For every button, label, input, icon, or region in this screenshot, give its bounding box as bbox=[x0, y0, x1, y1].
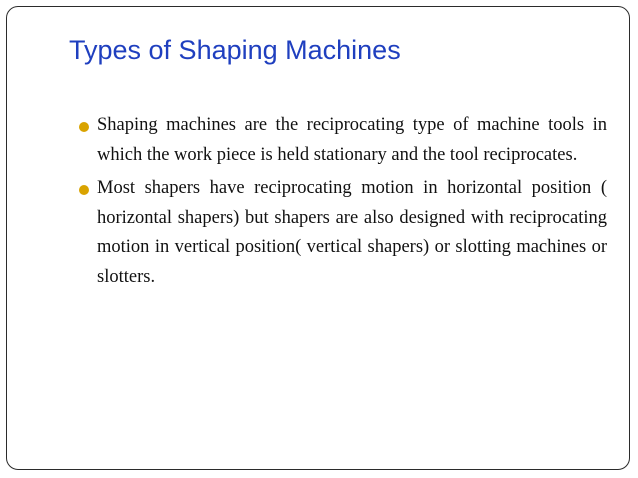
bullet-dot-icon bbox=[79, 122, 89, 132]
bullet-list bbox=[79, 111, 607, 296]
bullet-text: Most shapers have reciprocating motion in horizontal position ( horizontal shapers) but shapers are also designed with reciprocating motion in vertical position( vertical shapers) or slotting machines or slotters. bbox=[97, 178, 607, 287]
bullet-text: Shaping machines are the reciprocating type of machine tools in which the work piece is held stationary and the tool reciprocates. bbox=[97, 115, 607, 165]
bullet-item bbox=[79, 111, 607, 170]
bullet-dot-icon bbox=[79, 185, 89, 195]
slide-title: Types of Shaping Machines bbox=[69, 35, 401, 65]
bullet-item bbox=[79, 174, 607, 292]
slide-frame bbox=[6, 6, 630, 470]
